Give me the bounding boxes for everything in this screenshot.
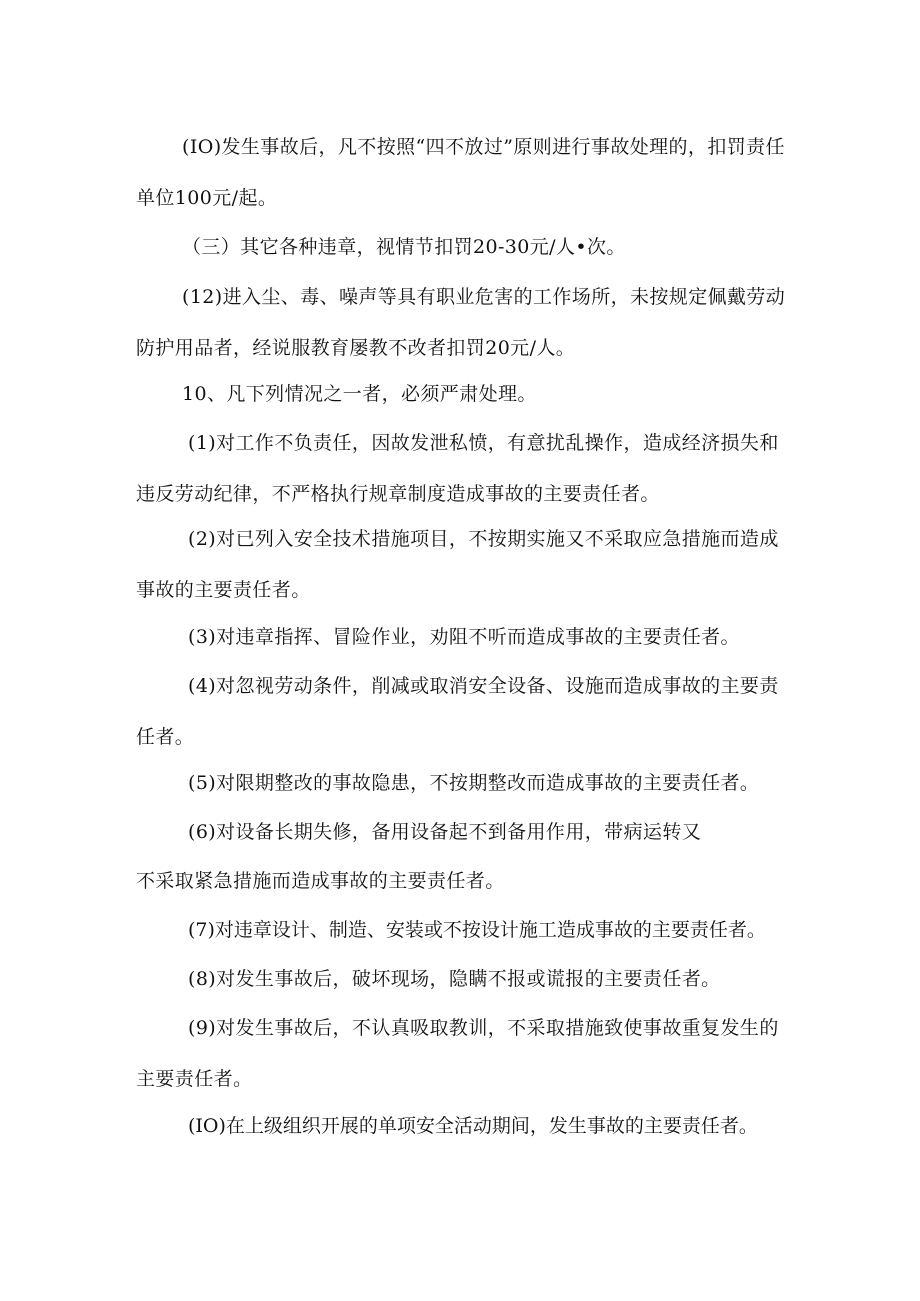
paragraph-12-protective-gear: (12)进入尘、毒、噪声等具有职业危害的工作场所，未按规定佩戴劳动防护用品者，经说服教育屡教不改者扣罚20元/人。 [136, 286, 786, 359]
paragraph-item-1: (1)对工作不负责任，因故发泄私愤，有意扰乱操作，造成经济损失和违反劳动纪律，不严格执行规章制度造成事故的主要责任者。 [136, 432, 779, 505]
paragraph-item-8: (8)对发生事故后，破坏现场，隐瞒不报或谎报的主要责任者。 [188, 968, 721, 990]
paragraph-item-10-heading: 10、凡下列情况之一者，必须严肃处理。 [182, 383, 537, 405]
paragraph-item-6-line-2: 不采取紧急措施而造成事故的主要责任者。 [136, 870, 505, 892]
paragraph-item-io: (IO)在上级组织开展的单项安全活动期间，发生事故的主要责任者。 [188, 1115, 758, 1137]
paragraph-item-4: (4)对忽视劳动条件，削减或取消安全设备、设施而造成事故的主要责任者。 [136, 675, 779, 748]
paragraph-item-9: (9)对发生事故后，不认真吸取教训，不采取措施致使事故重复发生的主要责任者。 [136, 1017, 779, 1090]
paragraph-io-penalty: (IO)发生事故后，凡不按照“四不放过”原则进行事故处理的，扣罚责任单位100元/起。 [136, 136, 785, 209]
paragraph-item-6-line-1: (6)对设备长期失修，备用设备起不到备用作用，带病运转又 [188, 821, 702, 843]
paragraph-item-7: (7)对违章设计、制造、安装或不按设计施工造成事故的主要责任者。 [188, 919, 766, 941]
paragraph-item-5: (5)对限期整改的事故隐患，不按期整改而造成事故的主要责任者。 [188, 772, 760, 794]
paragraph-section-three: （三）其它各种违章，视情节扣罚20-30元/人•次。 [182, 236, 626, 258]
paragraph-item-3: (3)对违章指挥、冒险作业，劝阻不听而造成事故的主要责任者。 [188, 626, 740, 648]
paragraph-item-2: (2)对已列入安全技术措施项目，不按期实施又不采取应急措施而造成事故的主要责任者。 [136, 528, 779, 601]
